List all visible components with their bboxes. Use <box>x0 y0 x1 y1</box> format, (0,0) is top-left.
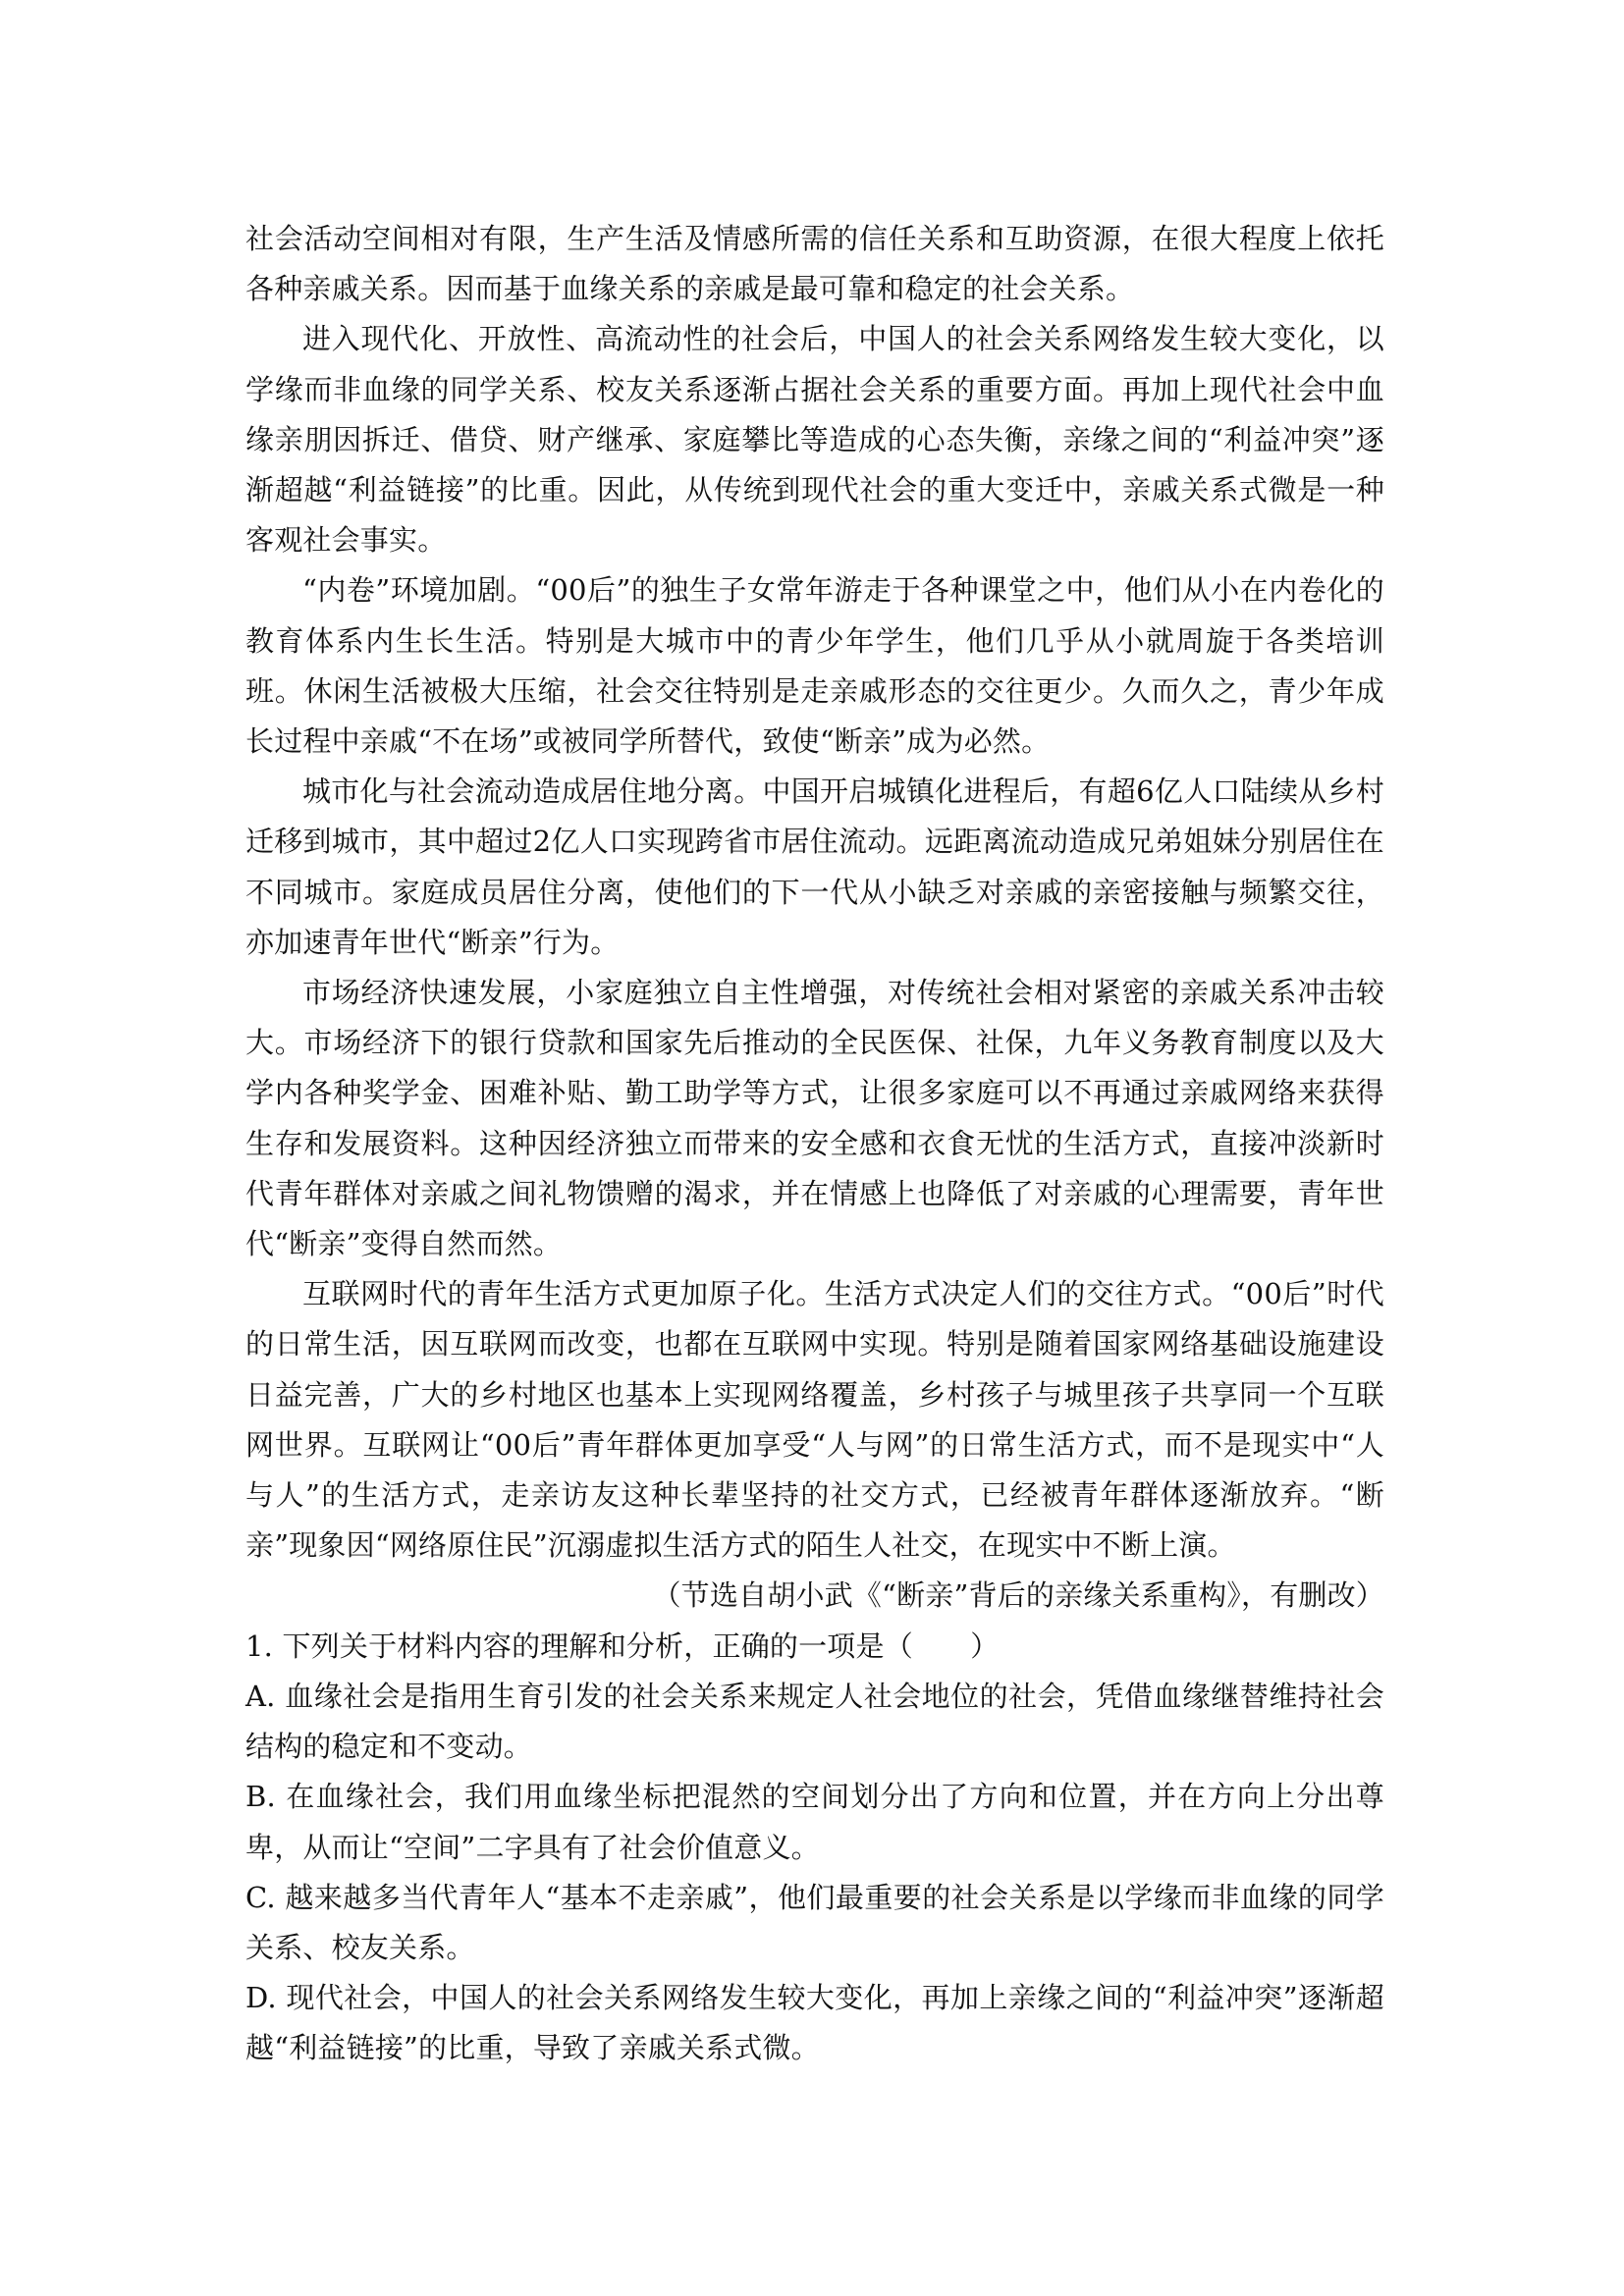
passage-paragraph-involution: “内卷”环境加剧。“00后”的独生子女常年游走于各种课堂之中，他们从小在内卷化的教育体系内生长生活。特别是大城市中的青少年学生，他们几乎从小就周旋于各类培训班。休闲生活被极大压缩，社会交往特别是走亲戚形态的交往更少。久而久之，青少年成长过程中亲戚“不在场”或被同学所替代，致使“断亲”成为必然。 <box>245 573 1384 759</box>
passage-paragraph-continuation: 社会活动空间相对有限，生产生活及情感所需的信任关系和互助资源，在很大程度上依托各种亲戚关系。因而基于血缘关系的亲戚是最可靠和稳定的社会关系。 <box>245 222 1384 306</box>
passage-paragraph-urbanization: 城市化与社会流动造成居住地分离。中国开启城镇化进程后，有超6亿人口陆续从乡村迁移到城市，其中超过2亿人口实现跨省市居住流动。远距离流动造成兄弟姐妹分别居住在不同城市。家庭成员居住分离，使他们的下一代从小缺乏对亲戚的亲密接触与频繁交往，亦加速青年世代“断亲”行为。 <box>245 774 1384 959</box>
question-option-c: C. 越来越多当代青年人“基本不走亲戚”，他们最重要的社会关系是以学缘而非血缘的同学关系、校友关系。 <box>245 1880 1384 1964</box>
question-stem: 1. 下列关于材料内容的理解和分析，正确的一项是（ ） <box>245 1629 1000 1663</box>
document-content <box>245 214 1384 2074</box>
question-option-b: B. 在血缘社会，我们用血缘坐标把混然的空间划分出了方向和位置，并在方向上分出尊卑，从而让“空间”二字具有了社会价值意义。 <box>245 1780 1384 1864</box>
passage-paragraph-internet: 互联网时代的青年生活方式更加原子化。生活方式决定人们的交往方式。“00后”时代的日常生活，因互联网而改变，也都在互联网中实现。特别是随着国家网络基础设施建设日益完善，广大的乡村地区也基本上实现网络覆盖，乡村孩子与城里孩子共享同一个互联网世界。互联网让“00后”青年群体更加享受“人与网”的日常生活方式，而不是现实中“人与人”的生活方式，走亲访友这种长辈坚持的社交方式，已经被青年群体逐渐放弃。“断亲”现象因“网络原住民”沉溺虚拟生活方式的陌生人社交，在现实中不断上演。 <box>245 1277 1384 1563</box>
passage-paragraph-market-economy: 市场经济快速发展，小家庭独立自主性增强，对传统社会相对紧密的亲戚关系冲击较大。市场经济下的银行贷款和国家先后推动的全民医保、社保，九年义务教育制度以及大学内各种奖学金、困难补贴、勤工助学等方式，让很多家庭可以不再通过亲戚网络来获得生存和发展资料。这种因经济独立而带来的安全感和衣食无忧的生活方式，直接冲淡新时代青年群体对亲戚之间礼物馈赠的渴求，并在情感上也降低了对亲戚的心理需要，青年世代“断亲”变得自然而然。 <box>245 976 1384 1261</box>
question-option-a: A. 血缘社会是指用生育引发的社会关系来规定人社会地位的社会，凭借血缘继替维持社会结构的稳定和不变动。 <box>245 1679 1384 1764</box>
question-option-d: D. 现代社会，中国人的社会关系网络发生较大变化，再加上亲缘之间的“利益冲突”逐渐超越“利益链接”的比重，导致了亲戚关系式微。 <box>245 1981 1384 2065</box>
passage-source-note: （节选自胡小武《“断亲”背后的亲缘关系重构》，有删改） <box>652 1578 1384 1613</box>
passage-paragraph-modernization: 进入现代化、开放性、高流动性的社会后，中国人的社会关系网络发生较大变化，以学缘而非血缘的同学关系、校友关系逐渐占据社会关系的重要方面。再加上现代社会中血缘亲朋因拆迁、借贷、财产继承、家庭攀比等造成的心态失衡，亲缘之间的“利益冲突”逐渐超越“利益链接”的比重。因此，从传统到现代社会的重大变迁中，亲戚关系式微是一种客观社会事实。 <box>245 322 1384 558</box>
